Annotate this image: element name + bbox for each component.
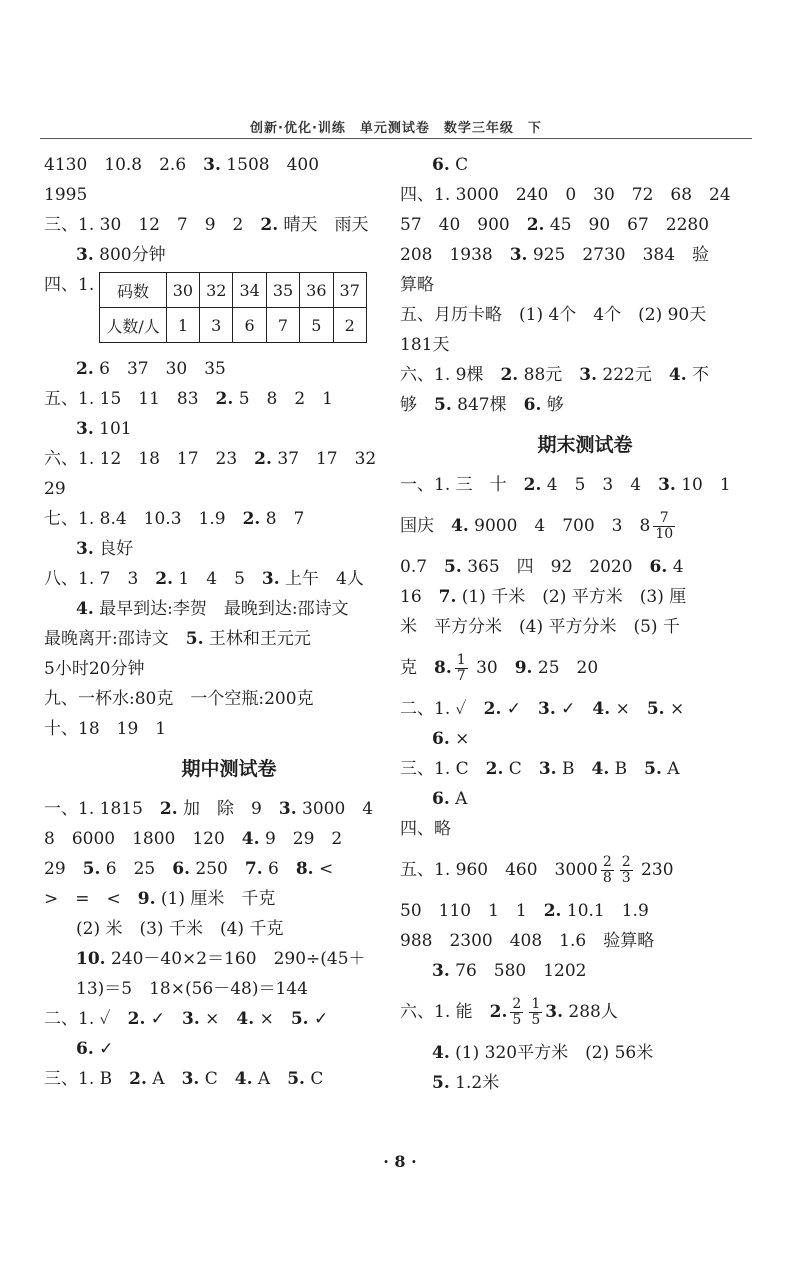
table-cell: 3 <box>200 308 233 343</box>
answer-line: 七、1. 8.4 10.3 1.9 2. 8 7 <box>44 509 305 529</box>
answer-line: 三、1. B 2. A 3. C 4. A 5. C <box>44 1069 324 1089</box>
table-cell: 2 <box>333 308 366 343</box>
fraction: $\frac{2}{8}$ <box>602 854 612 886</box>
table-cell: 30 <box>166 273 199 308</box>
answer-line: 三、1. C 2. C 3. B 4. B 5. A <box>400 759 680 779</box>
answer-line: 二、1. ✓ 2. ✓ 3. ✓ 4. × 5. × <box>400 699 685 719</box>
answer-line: 国庆 4. 9000 4 700 3 8 $\frac{7}{10}$ <box>400 510 674 542</box>
table-row <box>100 273 367 308</box>
answer-line: 一、1. 三 十 2. 4 5 3 4 3. 10 1 <box>400 475 731 495</box>
answer-line: 6. C <box>432 155 469 175</box>
answer-line: 6. × <box>432 729 470 749</box>
answer-line: 一、1. 1815 2. 加 除 9 3. 3000 4 <box>44 799 374 819</box>
table-row <box>100 308 367 343</box>
answer-line: > = < 9. (1) 厘米 千克 <box>44 889 276 909</box>
answer-line: 二、1. ✓ 2. ✓ 3. × 4. × 5. ✓ <box>44 1009 329 1029</box>
answer-line: 四、略 <box>400 819 451 839</box>
table-cell: 6 <box>233 308 266 343</box>
table-cell: 32 <box>200 273 233 308</box>
answer-line: 九、一杯水:80克 一个空瓶:200克 <box>44 689 314 709</box>
answer-line: 8 6000 1800 120 4. 9 29 2 <box>44 829 343 849</box>
answer-line: 五、1. 15 11 83 2. 5 8 2 1 <box>44 389 333 409</box>
answer-line: 六、1. 9棵 2. 88元 3. 222元 4. 不 <box>400 365 710 385</box>
answer-line: 3. 101 <box>76 419 132 439</box>
answer-line: 208 1938 3. 925 2730 384 验 <box>400 245 710 265</box>
answer-line: 够 5. 847棵 6. 够 <box>400 395 564 415</box>
answer-line: 5. 1.2米 <box>432 1073 500 1093</box>
answer-line: 五、1. 960 460 3000 $\frac{2}{8}$ $\frac{2}{3}$ 230 <box>400 854 674 886</box>
answer-line: 1995 <box>44 185 88 205</box>
table-cell: 35 <box>266 273 299 308</box>
answer-line: 988 2300 408 1.6 验算略 <box>400 931 655 951</box>
answer-line: 29 5. 6 25 6. 250 7. 6 8. < <box>44 859 334 879</box>
answer-line: 0.7 5. 365 四 92 2020 6. 4 <box>400 557 684 577</box>
page-number: · 8 · <box>383 1152 417 1171</box>
answer-line: 十、18 19 1 <box>44 719 167 739</box>
midterm-section-title: 期中测试卷 <box>181 758 277 780</box>
table-cell: 码数 <box>100 273 166 308</box>
answer-line: 3. 良好 <box>76 539 134 559</box>
answer-line: (2) 米 (3) 千米 (4) 千克 <box>76 919 284 939</box>
answer-line: 181天 <box>400 335 450 355</box>
table-cell: 7 <box>266 308 299 343</box>
answer-line: 4. (1) 320平方米 (2) 56米 <box>432 1043 654 1063</box>
answer-line: 57 40 900 2. 45 90 67 2280 <box>400 215 710 235</box>
table-cell: 1 <box>166 308 199 343</box>
answer-line: 29 <box>44 479 66 499</box>
fraction: $\frac{2}{3}$ <box>621 854 631 886</box>
right-column <box>400 150 760 1098</box>
table-cell: 5 <box>300 308 333 343</box>
answer-line: 六、1. 能 2. $\frac{2}{5}$ $\frac{1}{5}$ 3. 288人 <box>400 996 618 1028</box>
answer-line: 八、1. 7 3 2. 1 4 5 3. 上午 4人 <box>44 569 364 589</box>
answer-line: 4130 10.8 2.6 3. 1508 400 <box>44 155 320 175</box>
answer-line: 五、月历卡略 (1) 4个 4个 (2) 90天 <box>400 305 707 325</box>
answer-line: 5小时20分钟 <box>44 659 145 679</box>
fraction: $\frac{1}{7}$ <box>456 652 466 684</box>
answer-line: 13)＝5 18×(56－48)＝144 <box>76 979 308 999</box>
fraction: $\frac{2}{5}$ <box>512 996 522 1028</box>
table-cell: 人数/人 <box>100 308 166 343</box>
answer-line: 六、1. 12 18 17 23 2. 37 17 32 <box>44 449 377 469</box>
answer-line: 6. ✓ <box>76 1039 114 1059</box>
answer-line: 3. 800分钟 <box>76 245 166 265</box>
answer-line: 米 平方分米 (4) 平方分米 (5) 千 <box>400 617 680 637</box>
answer-line: 最晚离开:邵诗文 5. 王林和王元元 <box>44 629 311 649</box>
fraction: $\frac{7}{10}$ <box>655 510 674 542</box>
answer-line: 算略 <box>400 275 434 295</box>
final-section-title: 期末测试卷 <box>537 434 633 456</box>
answer-line: 2. 6 37 30 35 <box>76 359 226 379</box>
fraction: $\frac{1}{5}$ <box>531 996 541 1028</box>
shoe-size-table-row: 四、1. 码数 30 32 34 35 36 37 人数/人 1 3 6 7 5 2 <box>44 270 384 354</box>
answer-line: 三、1. 30 12 7 9 2 2. 晴天 雨天 <box>44 215 369 235</box>
table-cell: 34 <box>233 273 266 308</box>
table-cell: 36 <box>300 273 333 308</box>
shoe-size-table <box>99 272 367 343</box>
answer-line: 3. 76 580 1202 <box>432 961 587 981</box>
running-header: 创新·优化·训练 单元测试卷 数学三年级 下 <box>250 121 542 136</box>
header-rule <box>40 138 752 139</box>
answer-line: 16 7. (1) 千米 (2) 平方米 (3) 厘 <box>400 587 687 607</box>
answer-line: 克 8. $\frac{1}{7}$ 30 9. 25 20 <box>400 652 599 684</box>
answer-line: 10. 240－40×2＝160 290÷(45＋ <box>76 949 366 969</box>
answer-line: 50 110 1 1 2. 10.1 1.9 <box>400 901 649 921</box>
left-column <box>44 150 384 1094</box>
answer-line: 4. 最早到达:李贺 最晚到达:邵诗文 <box>76 599 349 619</box>
answer-line: 四、1. 3000 240 0 30 72 68 24 <box>400 185 731 205</box>
table-cell: 37 <box>333 273 366 308</box>
answer-line: 6. A <box>432 789 468 809</box>
